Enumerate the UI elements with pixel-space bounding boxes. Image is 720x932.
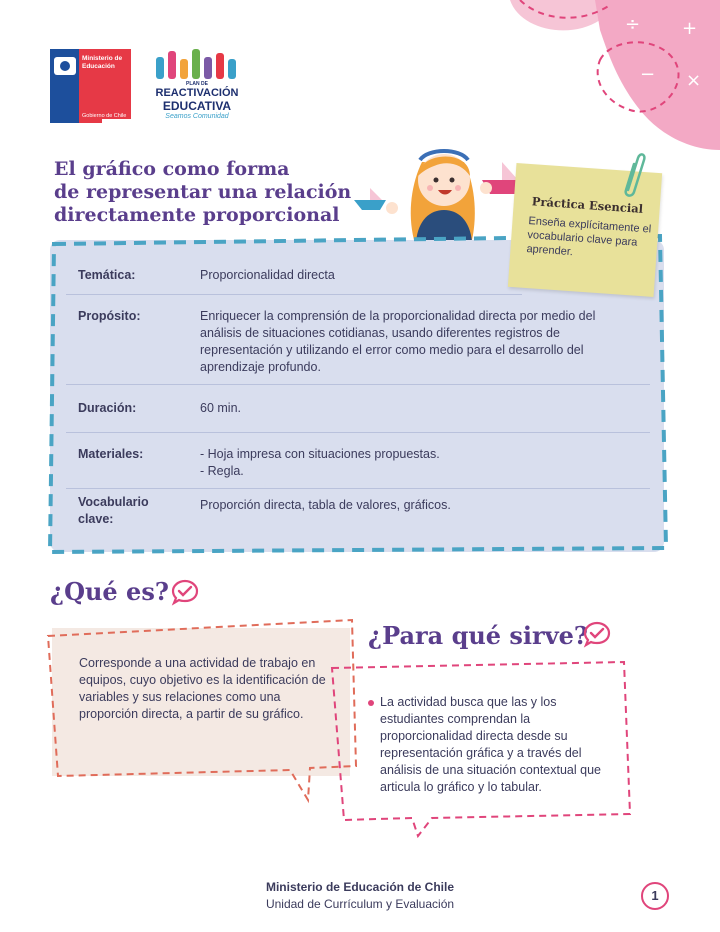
value-proposito: Enriquecer la comprensión de la proporcionalidad directa por medio del análisis de situaciones cotidianas, usando diferentes registros de representación y utilizando el error como medio para el desarrollo del aprendizaje profundo. [200, 309, 596, 374]
label-duracion: Duración: [78, 401, 137, 415]
plan-logo-line3: EDUCATIVA [162, 99, 232, 113]
check-bubble-icon [170, 578, 200, 606]
svg-text:+: + [682, 18, 698, 39]
value-vocabulario: Proporción directa, tabla de valores, gráficos. [200, 498, 451, 512]
label-materiales: Materiales: [78, 447, 144, 461]
mineduc-logo [50, 49, 131, 123]
para-que-sirve-heading: ¿Para qué sirve? [368, 621, 588, 650]
plan-logo-line4: Seamos Comunidad [165, 113, 229, 120]
page-title [54, 158, 374, 227]
label-proposito: Propósito: [78, 309, 141, 323]
label-vocabulario-line1: Vocabulario [78, 495, 149, 509]
mineduc-logo-line1: Ministerio de [82, 55, 123, 62]
separator-3 [66, 432, 650, 433]
girl-illustration [352, 132, 532, 242]
separator-4 [66, 488, 650, 489]
plan-reactivacion-logo [150, 47, 244, 125]
label-vocabulario [78, 494, 188, 528]
check-bubble-icon [582, 620, 612, 648]
materiales-item-2: - Regla. [200, 464, 244, 478]
separator-2 [66, 384, 650, 385]
note-title: Práctica Esencial [531, 194, 644, 216]
para-que-sirve-text: La actividad busca que las y los estudiantes comprendan la proporcionalidad directa desde su representación gráfica y a través del análisis de una situación contextual que articula lo gráfico y lo tabular. [380, 695, 601, 794]
value-duracion: 60 min. [200, 401, 241, 415]
mineduc-logo-line3: Gobierno de Chile [82, 113, 127, 119]
que-es-text: Corresponde a una actividad de trabajo en equipos, cuyo objetivo es la identificación de variables y sus relaciones como una proporción directa, a partir de su gráfico. [79, 656, 326, 721]
title-line-1: El gráfico como forma [54, 158, 290, 180]
plan-logo-line2: REACTIVACIÓN [155, 87, 239, 99]
value-materiales [200, 446, 630, 480]
mineduc-logo-line2: Educación [82, 63, 115, 70]
label-tematica: Temática: [78, 268, 136, 282]
footer-unit: Unidad de Currículum y Evaluación [265, 897, 455, 911]
title-line-2: de representar una relación [54, 181, 352, 203]
paperclip-icon [620, 152, 646, 198]
separator-1 [66, 294, 522, 295]
bullet-icon [368, 700, 374, 706]
que-es-heading: ¿Qué es? [50, 577, 169, 606]
page-number: 1 [641, 882, 669, 910]
svg-text:÷: ÷ [625, 14, 641, 35]
title-line-3: directamente proporcional [54, 204, 340, 226]
footer-ministry: Ministerio de Educación de Chile [265, 880, 455, 894]
value-tematica: Proporcionalidad directa [200, 268, 335, 282]
svg-text:×: × [686, 70, 702, 91]
label-vocabulario-line2: clave: [78, 512, 114, 526]
note-text: Enseña explícitamente el vocabulario clave para aprender. [526, 215, 652, 259]
svg-text:−: − [640, 64, 656, 85]
materiales-item-1: - Hoja impresa con situaciones propuestas. [200, 447, 440, 461]
decorative-blob [500, 0, 720, 150]
plan-logo-line1: PLAN DE [186, 81, 208, 87]
